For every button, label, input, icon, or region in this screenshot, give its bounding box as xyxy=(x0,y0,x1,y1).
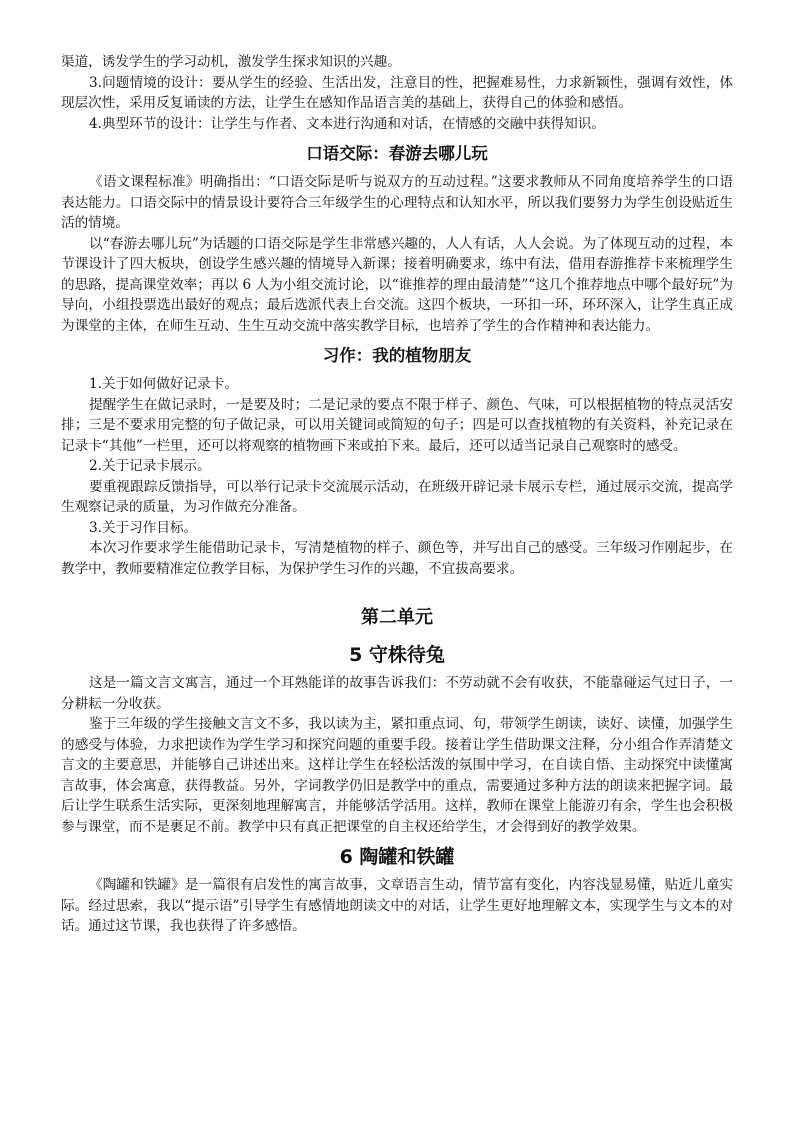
paragraph: 以“春游去哪儿玩”为话题的口语交际是学生非常感兴趣的，人人有话，人人会说。为了体现互动的过程，本节课设计了四大板块，创设学生感兴趣的情境导入新课；接着明确要求，练中有法，借用春游推荐卡来梳理学生的思路，提高课堂效率；再以 6 人为小组交流讨论，以“谁推荐的理由最清楚”“这几个推荐地点中哪个最好玩”为导向，小组投票选出最好的观点；最后选派代表上台交流。这四个板块，一环扣一环，环环深入，让学生真正成为课堂的主体，在师生互动、生生互动交流中落实教学目标，也培养了学生的合作精神和表达能力。 xyxy=(61,235,733,334)
intro-section xyxy=(61,52,733,134)
lesson-6-section xyxy=(61,841,733,937)
lesson-5-section xyxy=(61,639,733,837)
lesson-heading: 5 守株待兔 xyxy=(349,644,445,666)
paragraph: 3.关于习作目标。 xyxy=(89,519,198,536)
paragraph: 渠道，诱发学生的学习动机，激发学生探求知识的兴趣。 xyxy=(61,54,401,70)
paragraph: 要重视跟踪反馈指导，可以举行记录卡交流展示活动，在班级开辟记录卡展示专栏，通过展示交流，提高学生观察记录的质量，为习作做充分准备。 xyxy=(61,478,733,515)
paragraph: 4.典型环节的设计：让学生与作者、文本进行沟通和对话，在情感的交融中获得知识。 xyxy=(89,115,605,132)
paragraph: 鉴于三年级的学生接触文言文不多，我以读为主，紧扣重点词、句，带领学生朗读，读好、读懂，加强学生的感受与体验，力求把读作为学生学习和探究问题的重要手段。接着让学生借助课文注释，分小组合作弄清楚文言文的主要意思，并能够自己讲述出来。这样让学生在轻松活泼的氛围中学习，在自读自悟、主动探究中读懂寓言故事，体会寓意，获得教益。另外，字词教学仍旧是教学中的重点，需要通过多种方法的朗读来把握字词。最后让学生联系生活实际，更深刻地理解寓言，并能够活学活用。这样，教师在课堂上能游刃有余，学生也会积极参与课堂，而不是裹足不前。教学中只有真正把课堂的自主权还给学生，才会得到好的教学效果。 xyxy=(61,716,733,835)
paragraph: 3.问题情境的设计：要从学生的经验、生活出发，注意目的性，把握难易性，力求新颖性，强调有效性，体现层次性，采用反复诵读的方法，让学生在感知作品语言美的基础上，获得自己的体验和感悟。 xyxy=(61,74,733,111)
paragraph: 这是一篇文言文寓言，通过一个耳熟能详的故事告诉我们：不劳动就不会有收获，不能靠碰运气过日子，一分耕耘一分收获。 xyxy=(61,675,733,712)
unit-heading: 第二单元 xyxy=(361,607,433,628)
paragraph: 1.关于如何做好记录卡。 xyxy=(89,376,238,392)
paragraph: 2.关于记录卡展示。 xyxy=(89,458,211,474)
lesson-heading: 6 陶罐和铁罐 xyxy=(339,846,455,868)
section-heading: 口语交际：春游去哪儿玩 xyxy=(306,144,488,163)
paragraph: 本次习作要求学生能借助记录卡，写清楚植物的样子、颜色等，并写出自己的感受。三年级习作刚起步，在教学中，教师要精准定位教学目标，为保护学生习作的兴趣，不宜拔高要求。 xyxy=(61,540,733,577)
writing-section xyxy=(61,342,733,579)
document-page xyxy=(61,52,733,937)
paragraph: 《语文课程标准》明确指出：“口语交际是听与说双方的互动过程。”这要求教师从不同角度培养学生的口语表达能力。口语交际中的情景设计要符合三年级学生的心理特点和认知水平，所以我们要努力为学生创设贴近生活的情境。 xyxy=(61,174,733,231)
paragraph: 提醒学生在做记录时，一是要及时；二是记录的要点不限于样子、颜色、气味，可以根据植物的特点灵活安排；三是不要求用完整的句子做记录，可以用关键词或简短的句子；四是可以查找植物的有关资料，补充记录在记录卡“其他”一栏里，还可以将观察的植物画下来或拍下来。最后，还可以适当记录自己观察时的感受。 xyxy=(61,396,733,454)
section-heading: 习作：我的植物朋友 xyxy=(322,346,472,365)
oral-communication-section xyxy=(61,140,733,336)
paragraph: 《陶罐和铁罐》是一篇很有启发性的寓言故事，文章语言生动，情节富有变化，内容浅显易懂，贴近儿童实际。经过思索，我以“提示语”引导学生有感情地朗读文中的对话，让学生更好地理解文本，实现学生与文本的对话。通过这节课，我也获得了许多感悟。 xyxy=(61,877,733,934)
